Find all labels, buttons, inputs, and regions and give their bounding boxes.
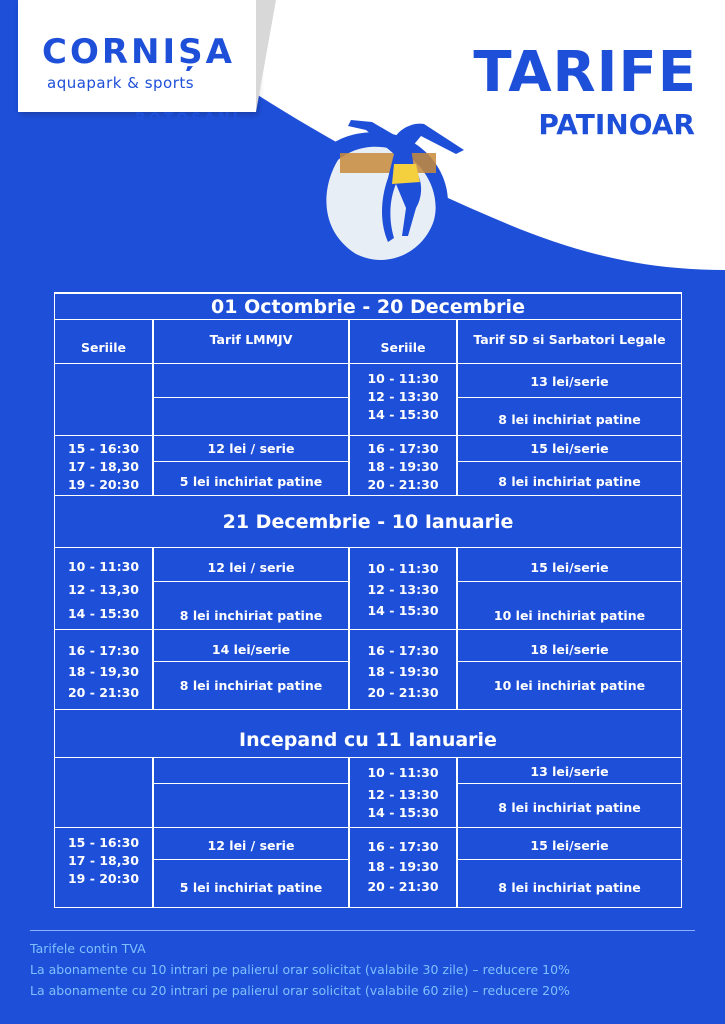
footer-notes [30,938,570,1001]
p2-we-morning-rent: 10 lei inchiriat patine [457,582,682,630]
brand-logo: CORNIȘA [42,32,235,72]
p3-wd-evening-rent: 5 lei inchiriat patine [153,860,349,908]
col-series-header-2: Seriile [349,320,457,364]
skater-illustration [296,108,476,278]
p3-we-evening-rent: 8 lei inchiriat patine [457,860,682,908]
period-1-header: 01 Octombrie - 20 Decembrie [54,294,682,320]
p2-wd-morning-times: 10 - 11:30 12 - 13,30 14 - 15:30 [54,548,153,630]
p1-empty-price [153,364,349,398]
logo-fold [256,0,276,112]
pricing-table [54,292,682,908]
p3-wd-evening-price: 12 lei / serie [153,828,349,860]
p1-we-morning-rent: 8 lei inchiriat patine [457,398,682,436]
col-weekend-header: Tarif SD si Sarbatori Legale [457,320,682,364]
note-20-entries: La abonamente cu 20 intrari pe palierul orar solicitat (valabile 60 zile) – reducere 20% [30,983,570,998]
page-subtitle: PATINOAR [538,108,695,141]
brand-city: BOTOȘANI [135,111,241,127]
p3-empty-rent [153,784,349,828]
p1-wd-evening-times: 15 - 16:30 17 - 18,30 19 - 20:30 [54,436,153,496]
p2-wd-morning-rent: 8 lei inchiriat patine [153,582,349,630]
p1-we-evening-price: 15 lei/serie [457,436,682,462]
p1-wd-evening-rent: 5 lei inchiriat patine [153,462,349,496]
p3-we-morning-price: 13 lei/serie [457,758,682,784]
col-series-header: Seriile [54,320,153,364]
p2-we-morning-times: 10 - 11:30 12 - 13:30 14 - 15:30 [349,548,457,630]
p1-we-evening-times: 16 - 17:30 18 - 19:30 20 - 21:30 [349,436,457,496]
p3-empty-price [153,758,349,784]
period-2-header: 21 Decembrie - 10 Ianuarie [54,496,682,548]
brand-tagline: aquapark & sports [47,74,195,92]
p1-wd-evening-price: 12 lei / serie [153,436,349,462]
p3-wd-evening-times: 15 - 16:30 17 - 18,30 19 - 20:30 [54,828,153,908]
p2-we-morning-price: 15 lei/serie [457,548,682,582]
p1-empty-rent [153,398,349,436]
p2-wd-evening-rent: 8 lei inchiriat patine [153,662,349,710]
p3-we-evening-price: 15 lei/serie [457,828,682,860]
note-10-entries: La abonamente cu 10 intrari pe palierul orar solicitat (valabile 30 zile) – reducere 10% [30,962,570,977]
p1-we-morning-times: 10 - 11:30 12 - 13:30 14 - 15:30 [349,364,457,436]
p1-we-evening-rent: 8 lei inchiriat patine [457,462,682,496]
p3-we-evening-times: 16 - 17:30 18 - 19:30 20 - 21:30 [349,828,457,908]
p2-wd-evening-times: 16 - 17:30 18 - 19,30 20 - 21:30 [54,630,153,710]
page-title: TARIFE [473,40,697,105]
p3-we-morning-times: 10 - 11:30 12 - 13:30 14 - 15:30 [349,758,457,828]
p1-we-morning-price: 13 lei/serie [457,364,682,398]
period-3-header: Incepand cu 11 Ianuarie [54,710,682,758]
p3-we-morning-rent: 8 lei inchiriat patine [457,784,682,828]
p1-empty-series [54,364,153,436]
footer-divider [30,930,695,931]
p3-empty-series [54,758,153,828]
col-weekday-header: Tarif LMMJV [153,320,349,364]
note-vat: Tarifele contin TVA [30,941,146,956]
p2-wd-morning-price: 12 lei / serie [153,548,349,582]
p2-we-evening-price: 18 lei/serie [457,630,682,662]
p2-we-evening-times: 16 - 17:30 18 - 19:30 20 - 21:30 [349,630,457,710]
p2-wd-evening-price: 14 lei/serie [153,630,349,662]
p2-we-evening-rent: 10 lei inchiriat patine [457,662,682,710]
